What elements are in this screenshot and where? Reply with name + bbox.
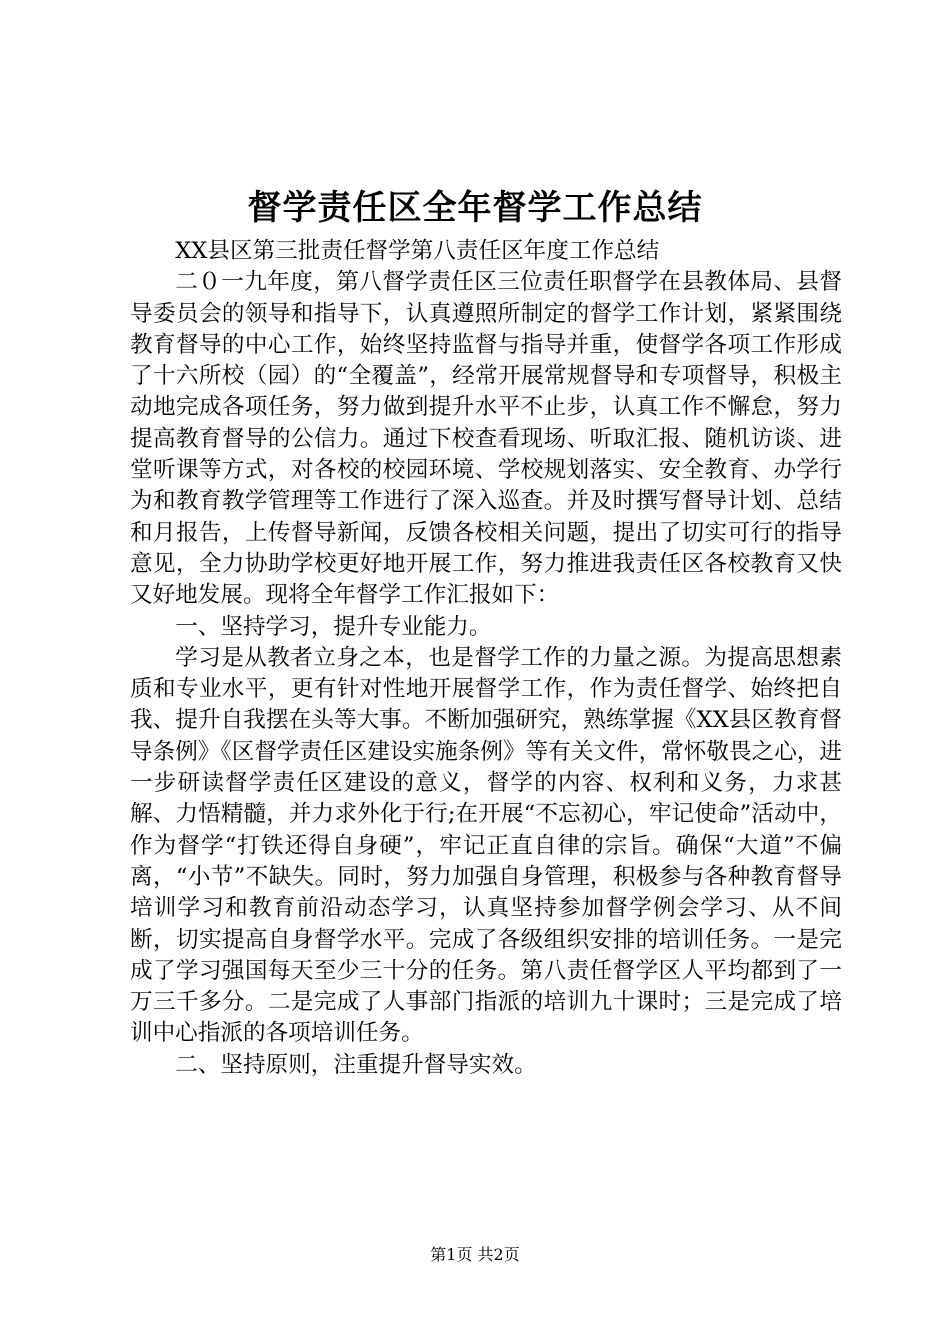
section-heading-2: 二、坚持原则，注重提升督导实效。 bbox=[175, 1051, 537, 1078]
intro-paragraph: 二０一九年度，第八督学责任区三位责任职督学在县教体局、县督导委员会的领导和指导下，认真遵照所制定的督学工作计划，紧紧围绕教育督导的中心工作，始终坚持监督与指导并重，使督学各项工作形成了十六所校（园）的“全覆盖”，经常开展常规督导和专项督导，积极主动地完成各项任务，努力做到提升水平不止步，认真工作不懈怠，努力提高教育督导的公信力。通过下校查看现场、听取汇报、随机访谈、进堂听课等方式，对各校的校园环境、学校规划落实、安全教育、办学行为和教育教学管理等工作进行了深入巡查。并及时撰写督导计划、总结和月报告，上传督导新闻，反馈各校相关问题，提出了切实可行的指导意见，全力协助学校更好地开展工作，努力推进我责任区各校教育又快又好地发展。现将全年督学工作汇报如下： bbox=[130, 269, 842, 609]
subtitle-paragraph: XX县区第三批责任督学第八责任区年度工作总结 bbox=[175, 238, 660, 264]
section-1-paragraph: 学习是从教者立身之本，也是督学工作的力量之源。为提高思想素质和专业水平，更有针对性地开展督学工作，作为责任督学、始终把自我、提升自我摆在头等大事。不断加强研究，熟练掌握《XX县区教育督导条例》《区督学责任区建设实施条例》等有关文件，常怀敬畏之心，进一步研读督学责任区建设的意义，督学的内容、权利和义务，力求甚解、力悟精髓，并力求外化于行;在开展“不忘初心，牢记使命”活动中，作为督学“打铁还得自身硬”，牢记正直自律的宗旨。确保“大道”不偏离，“小节”不缺失。同时，努力加强自身管理，积极参与各种教育督导培训学习和教育前沿动态学习，认真坚持参加督学例会学习、从不间断，切实提高自身督学水平。完成了各级组织安排的培训任务。一是完成了学习强国每天至少三十分的任务。第八责任督学区人平均都到了一万三千多分。二是完成了人事部门指派的培训九十课时；三是完成了培训中心指派的各项培训任务。 bbox=[130, 644, 842, 1047]
document-body bbox=[130, 236, 842, 1081]
section-heading-1: 一、坚持学习，提升专业能力。 bbox=[175, 613, 492, 640]
document-title: 督学责任区全年督学工作总结 bbox=[247, 188, 703, 228]
page-footer: 第1页 共2页 bbox=[430, 1245, 520, 1264]
